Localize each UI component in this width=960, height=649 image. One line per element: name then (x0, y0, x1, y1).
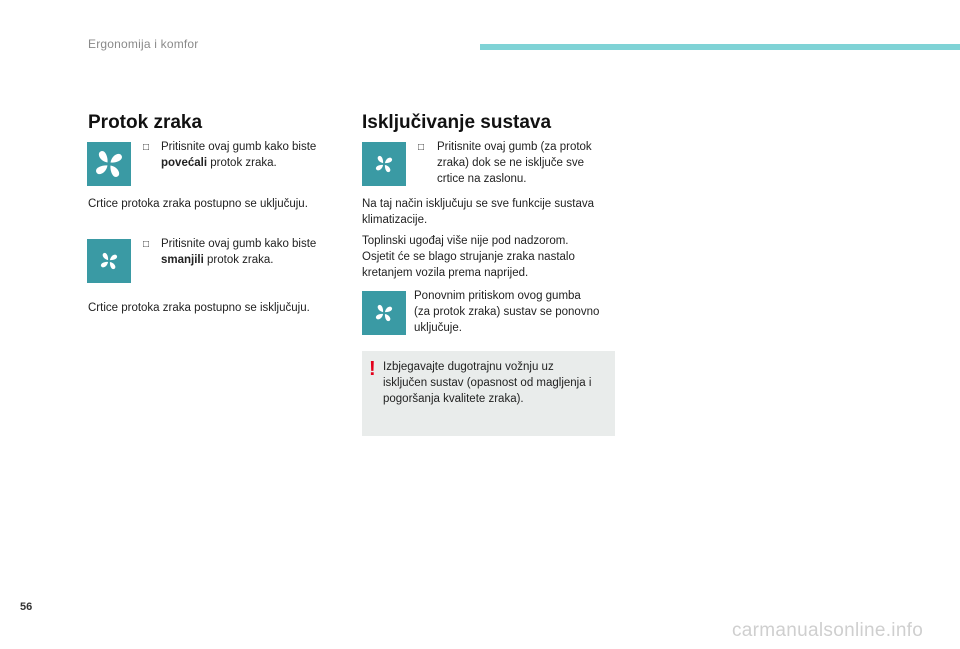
chapter-title: Ergonomija i komfor (88, 37, 199, 51)
fan-small-icon (362, 291, 406, 335)
left-item1-text: Pritisnite ovaj gumb kako biste povećali protok zraka. (161, 141, 317, 169)
bullet-mark: □ (418, 142, 425, 153)
warning-text: Izbjegavajte dugotrajnu vožnju uz isključen sustav (opasnost od magljenja i pogoršanja kvalitete zraka). (383, 361, 592, 405)
heading-iskljucivanje-sustava: Isključivanje sustava (362, 112, 552, 133)
fan-small-icon (362, 142, 406, 186)
bullet-mark: □ (143, 142, 150, 153)
warning-icon: ! (369, 358, 376, 380)
fan-large-icon (87, 142, 131, 186)
bullet-mark: □ (143, 239, 150, 250)
left-note2: Crtice protoka zraka postupno se isključuju. (88, 302, 310, 314)
right-item2-text: Ponovnim pritiskom ovog gumba (za protok zraka) sustav se ponovno uključuje. (414, 290, 600, 334)
right-item1-text: Pritisnite ovaj gumb (za protok zraka) dok se ne isključe sve crtice na zaslonu. (437, 141, 592, 185)
watermark: carmanualsonline.info (732, 620, 924, 641)
left-item2-text: Pritisnite ovaj gumb kako biste smanjili protok zraka. (161, 238, 317, 266)
page-number: 56 (20, 601, 33, 613)
heading-protok-zraka: Protok zraka (88, 112, 203, 133)
left-note1: Crtice protoka zraka postupno se uključuju. (88, 198, 308, 210)
header-accent-bar (480, 44, 960, 50)
right-para1: Na taj način isključuju se sve funkcije sustava klimatizacije. (362, 198, 595, 226)
right-para2: Toplinski ugođaj više nije pod nadzorom. Osjetit će se blago strujanje zraka nastalo kretanjem vozila prema naprijed. (362, 235, 575, 279)
fan-small-icon (87, 239, 131, 283)
